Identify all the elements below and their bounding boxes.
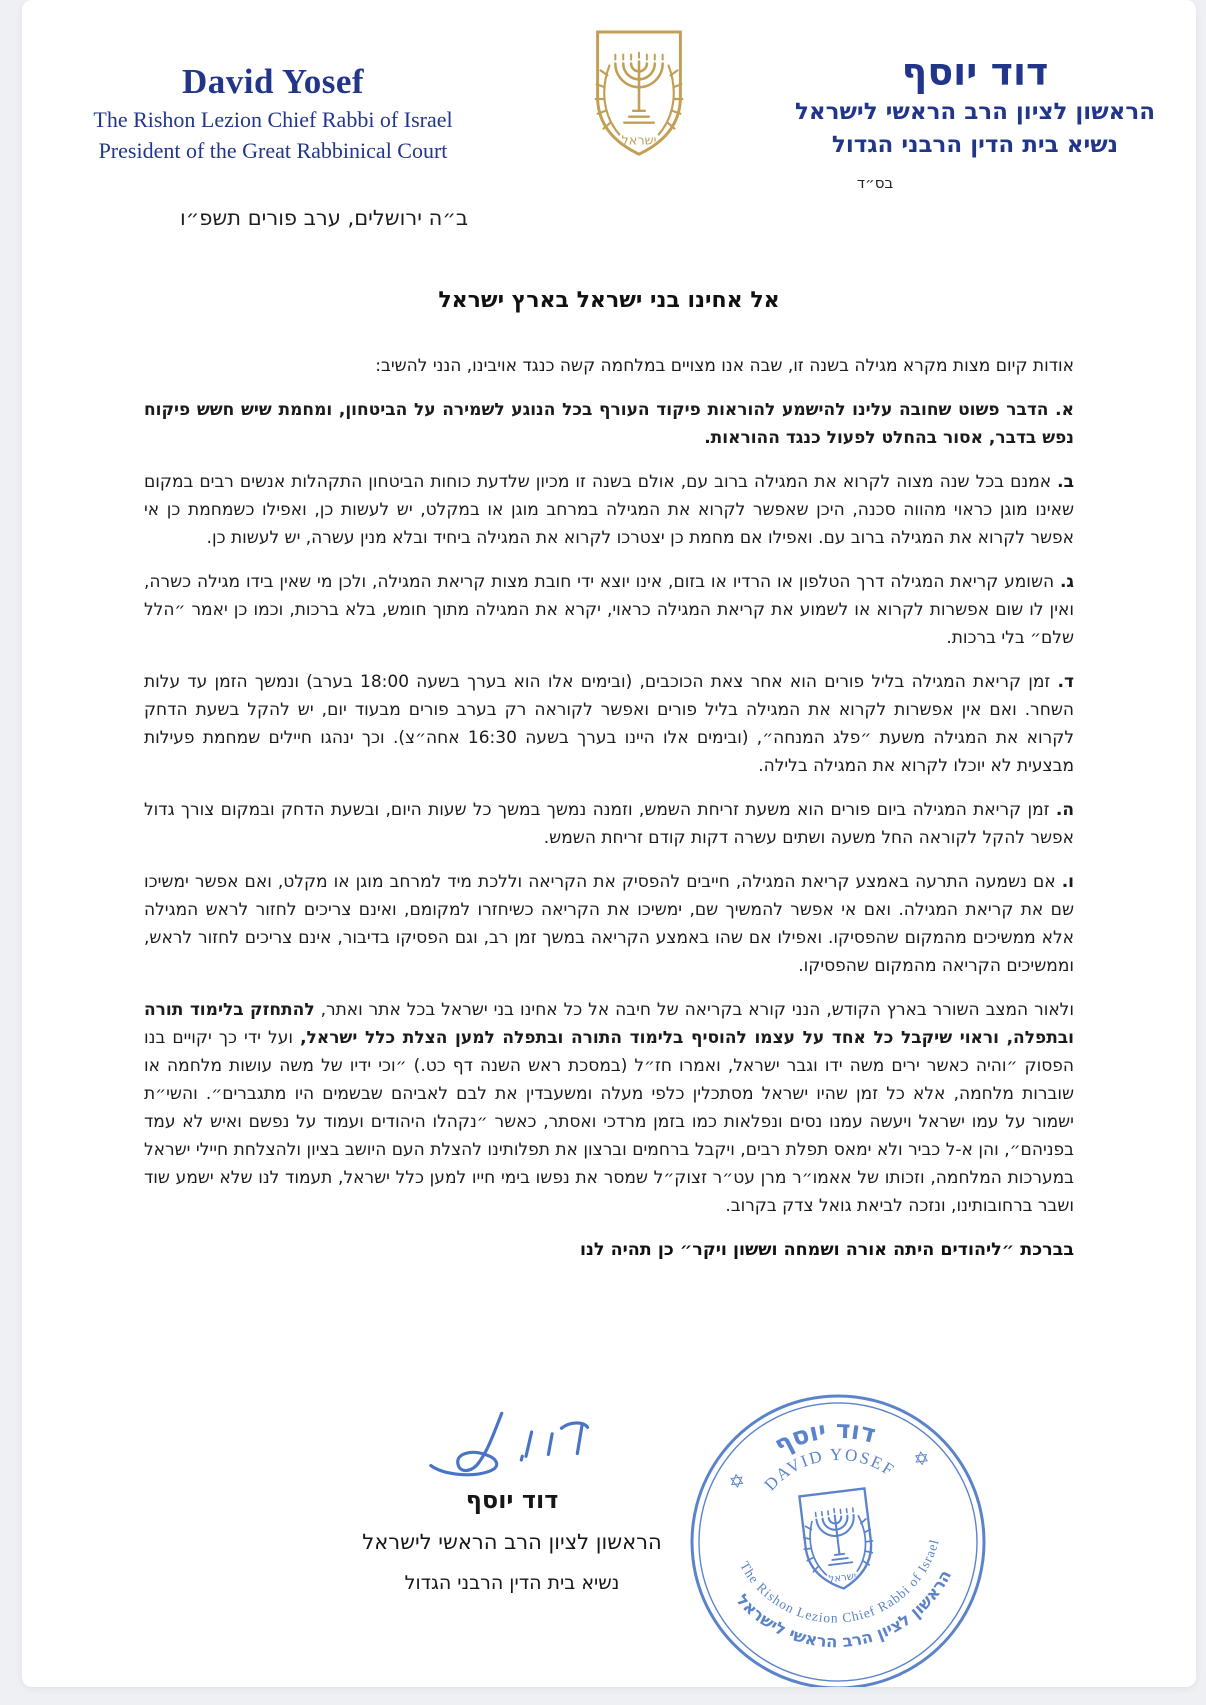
emblem-caption: ישראל	[621, 133, 657, 149]
stamp-emblem-caption: ישראל	[828, 1571, 857, 1586]
stamp-title-english: The Rishon Lezion Chief Rabbi of Israel	[737, 1537, 942, 1626]
rabbi-title2-english: President of the Great Rabbinical Court	[98, 138, 448, 163]
stamp-title-hebrew: הראשון לציון הרב הראשי לישראל	[732, 1566, 956, 1652]
letter-paragraph: ו. אם נשמעה התרעה באמצע קריאת המגילה, חייבים להפסיק את הקריאה וללכת מיד למרחב מוגן או מקלט, ואם אפשר ימשיכו שם את קריאת המגילה. ואם אי אפשר להמשיך שם, ימשיכו את הקריאה כשיחזרו למקומם, ואינם צריכים לחזור לראש המגילה אלא ממשיכים מהמקום שהפסיקו. ואפילו אם שהו באמצע הקריאה במשך זמן רב, וגם הפסיקו בדיבור, אינם צריכים לחזור לראש, וממשיכים הקריאה מהמקום שהפסיקו.	[144, 872, 1074, 976]
signatory-title2: נשיא בית הדין הרבני הגדול	[404, 1572, 620, 1594]
letterhead	[22, 0, 1196, 192]
letter-page	[22, 0, 1196, 1687]
stamp-name-hebrew: דוד יוסף	[769, 1414, 879, 1460]
rabbi-name-english: David Yosef	[181, 62, 365, 101]
letter-paragraph: ב. אמנם בכל שנה מצוה לקרוא את המגילה ברוב עם, אולם בשנה זו מכיון שלדעת כוחות הביטחון התקהלות אנשים רבים במקום שאינו מוגן כראוי מהווה סכנה, היכן שאפשר לקרוא את המגילה במרחב מוגן או במקלט, יש לעשות כן, ואפילו כשמחמת כן אי אפשר לקרוא את המגילה ברוב עם. ואפילו אם מחמת כן יצטרכו לקרוא את המגילה ביחיד ובלא מנין עשרה, יש לעשות כן.	[144, 472, 1074, 548]
bsd-mark: בס״ד	[856, 174, 894, 192]
stamp-emblem-icon	[798, 1488, 878, 1592]
closing-blessing: בברכת ״ליהודים היתה אורה ושמחה וששון ויקר״ כן תהיה לנו	[579, 1240, 1074, 1260]
letter-paragraph: ה. זמן קריאת המגילה ביום פורים הוא משעת זריחת השמש, וזמנה נמשך במשך כל שעות היום, ובשעת הדחק ובמקום צורך גדול אפשר להקל לקוראה החל משעה ושתים עשרה דקות קודם זריחת השמש.	[144, 800, 1074, 848]
signature-area	[22, 1398, 1196, 1687]
letter-paragraph: ג. השומע קריאת המגילה דרך הטלפון או הרדיו או בזום, אינו יוצא ידי חובת מצות קריאת המגילה, ולכן מי שאין בידו מגילה כשרה, ואין לו שום אפשרות לקרוא או לשמוע את קריאת המגילה כראוי, יקרא את המגילה מתוך חומש, בלא ברכות, וכמו כן יאמר ״הלל שלם״ בלי ברכות.	[144, 572, 1074, 648]
rabbi-title2-hebrew: נשיא בית הדין הרבני הגדול	[831, 132, 1119, 158]
handwritten-signature-icon	[397, 1404, 627, 1488]
letter-paragraph: א. הדבר פשוט שחובה עלינו להישמע להוראות פיקוד העורף בכל הנוגע לשמירה על הביטחון, ומחמת שיש חשש פיקוח נפש בדבר, אסור בהחלט לפעול כנגד ההוראות.	[144, 400, 1074, 448]
letter-paragraph: אודות קיום מצות מקרא מגילה בשנה זו, שבה אנו מצויים במלחמה קשה כנגד אויבינו, הנני להשיב:	[375, 356, 1074, 376]
letterhead-english	[58, 22, 488, 164]
rabbi-name-hebrew: דוד יוסף	[901, 50, 1049, 94]
letterhead-emblem	[488, 22, 790, 174]
signature-block	[322, 1404, 702, 1594]
stamp-name-english: DAVID YOSEF	[760, 1444, 899, 1495]
letter-title: אל אחינו בני ישראל בארץ ישראל	[438, 288, 780, 313]
rabbinate-stamp	[671, 1375, 1005, 1687]
signatory-title1: הראשון לציון הרב הראשי לישראל	[362, 1530, 662, 1554]
star-of-david-right-icon: ✡	[912, 1447, 931, 1472]
letter-paragraph: ולאור המצב השורר בארץ הקודש, הנני קורא בקריאה של חיבה אל כל אחינו בני ישראל בכל אתר ואתר, להתחזק בלימוד תורה ובתפלה, וראוי שיקבל כל אחד על עצמו להוסיף בלימוד התורה ובתפלה למען הצלת כלל ישראל, ועל ידי כך יקויים בנו הפסוק ״והיה כאשר ירים משה ידו וגבר ישראל, ואמרו חז״ל (במסכת ראש השנה דף כט.) ״וכי ידיו של משה עושות מלחמה או שוברות מלחמה, אלא כל זמן שהיו ישראל מסתכלין כלפי מעלה ומשעבדין את לבם לאביהם שבשמים היו מתגברים״. והשי״ת ישמור על עמו ישראל ויעשה עמנו נסים ונפלאות כמו בזמן מרדכי ואסתר, כאשר ״נקהלו היהודים ועמוד על נפשם ואיש לא עמד בפניהם״, והן א-ל כביר ולא ימאס תפלת רבים, ויקבל ברחמים וברצון את תפלותינו להצלת העם היושב בציון ולהצלחת חיילי ישראל במערכות המלחמה, וזכותו של אאמו״ר מרן עט״ר זצוק״ל שמסר את נפשו בימי חייו למען כלל ישראל, תעמוד לנו שלא ישמע שוד ושבר ברחובותינו, ונזכה לביאת גואל צדק בקרוב.	[144, 1000, 1075, 1216]
israel-emblem-icon	[570, 24, 708, 174]
signatory-name: דוד יוסף	[465, 1486, 559, 1514]
dateline: ב״ה ירושלים, ערב פורים תשפ״ו	[180, 206, 469, 230]
letter-body	[144, 352, 1074, 1264]
rabbi-title1-hebrew: הראשון לציון הרב הראשי לישראל	[794, 99, 1156, 125]
letter-paragraph: ד. זמן קריאת המגילה בליל פורים הוא אחר צאת הכוכבים, (ובימים אלו הוא בערך בשעה 18:00 בערב) ונמשך הזמן עד עלות השחר. ואם אין אפשרות לקרוא את המגילה בליל פורים ואפשר לקוראה רק בערב פורים מבעוד יום, יש להקל בשעת הדחק לקרוא את המגילה משעת ״פלג המנחה״, (ובימים אלו היינו בערך בשעה 16:30 אחה״צ). וכך ינהגו חיילים שמחמת פעילות מבצעית לא יוכלו לקרוא את המגילה בלילה.	[144, 672, 1074, 776]
letterhead-hebrew	[790, 22, 1160, 192]
star-of-david-left-icon: ✡	[727, 1469, 747, 1494]
rabbi-title1-english: The Rishon Lezion Chief Rabbi of Israel	[93, 107, 453, 132]
